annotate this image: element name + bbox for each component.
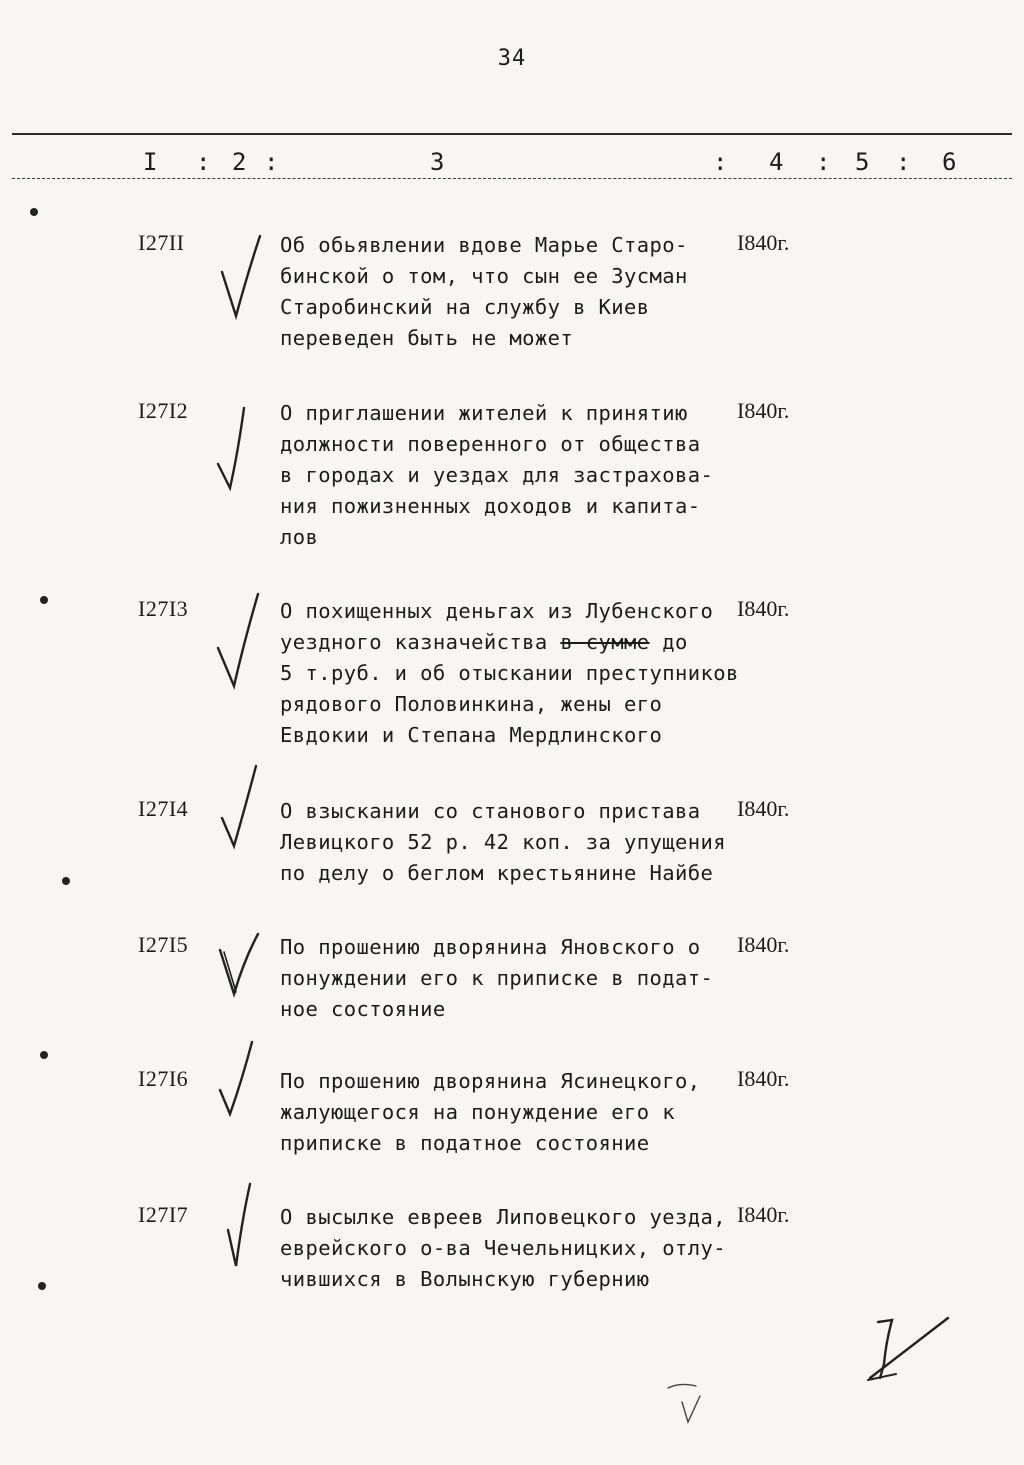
margin-dot: [40, 596, 48, 604]
entry-date: I840г.: [737, 1066, 790, 1091]
entry-number: I27I5: [138, 932, 189, 957]
entry-date: I840г.: [737, 398, 790, 423]
header-rule: [12, 178, 1012, 179]
column-header-1: I: [143, 148, 158, 176]
top-rule: [12, 133, 1012, 135]
column-header-3: 3: [430, 148, 445, 176]
margin-dot: [38, 1282, 46, 1290]
column-header-2: 2: [232, 148, 247, 176]
struck-text: в сумме: [560, 630, 650, 654]
entry-description: Об обьявлении вдове Марье Старо- бинской о том, что сын ее Зусман Старобинский на службу в Киев переведен быть не может: [280, 233, 688, 350]
entry-description: О приглашении жителей к принятию должности поверенного от общества в городах и уездах для застрахова- ния пожизненных доходов и капита- лов: [280, 401, 714, 549]
page-number: 34: [497, 46, 527, 71]
column-separator: :: [264, 148, 279, 176]
entry-date: I840г.: [737, 230, 790, 255]
handwritten-mark-icon: [862, 1312, 958, 1388]
handwritten-checkmark-icon: [214, 1180, 274, 1270]
entry-description: О высылке евреев Липовецкого уезда, еврейского о-ва Чечельницких, отлу- чившихся в Волынскую губернию: [280, 1205, 726, 1291]
entry-number: I27II: [138, 230, 185, 255]
entry-number: I27I3: [138, 596, 189, 621]
handwritten-checkmark-icon: [214, 592, 274, 692]
entry-number: I27I7: [138, 1202, 189, 1227]
column-header-4: 4: [769, 148, 784, 176]
column-header-6: 6: [942, 148, 957, 176]
handwritten-checkmark-icon: [214, 1040, 274, 1120]
entry-date: I840г.: [737, 796, 790, 821]
column-separator: :: [896, 148, 911, 176]
entry-description: О похищенных деньгах из Лубенского уездного казначейства в сумме до 5 т.руб. и об отыскании преступников рядового Половинкина, жены его Евдокии и Степана Мердлинского: [280, 599, 739, 747]
column-separator: :: [196, 148, 211, 176]
handwritten-checkmark-icon: [214, 232, 274, 322]
entry-description: По прошению дворянина Ясинецкого, жалующегося на понуждение его к приписке в податное состояние: [280, 1069, 701, 1155]
margin-dot: [40, 1051, 48, 1059]
entry-date: I840г.: [737, 596, 790, 621]
column-header-5: 5: [855, 148, 870, 176]
column-separator: :: [816, 148, 831, 176]
column-separator: :: [713, 148, 728, 176]
entry-description: По прошению дворянина Яновского о понуждении его к приписке в подат- ное состояние: [280, 935, 714, 1021]
entry-date: I840г.: [737, 1202, 790, 1227]
entry-number: I27I2: [138, 398, 189, 423]
handwritten-checkmark-icon: [214, 402, 274, 492]
entry-number: I27I4: [138, 796, 189, 821]
entry-number: I27I6: [138, 1066, 189, 1091]
handwritten-checkmark-icon: [214, 932, 274, 1002]
margin-dot: [30, 208, 38, 216]
entry-date: I840г.: [737, 932, 790, 957]
entry-description: О взыскании со станового пристава Левицкого 52 р. 42 коп. за упущения по делу о беглом крестьянине Найбе: [280, 799, 726, 885]
handwritten-tick-icon: [664, 1378, 714, 1428]
margin-dot: [62, 877, 70, 885]
handwritten-checkmark-icon: [214, 764, 274, 854]
